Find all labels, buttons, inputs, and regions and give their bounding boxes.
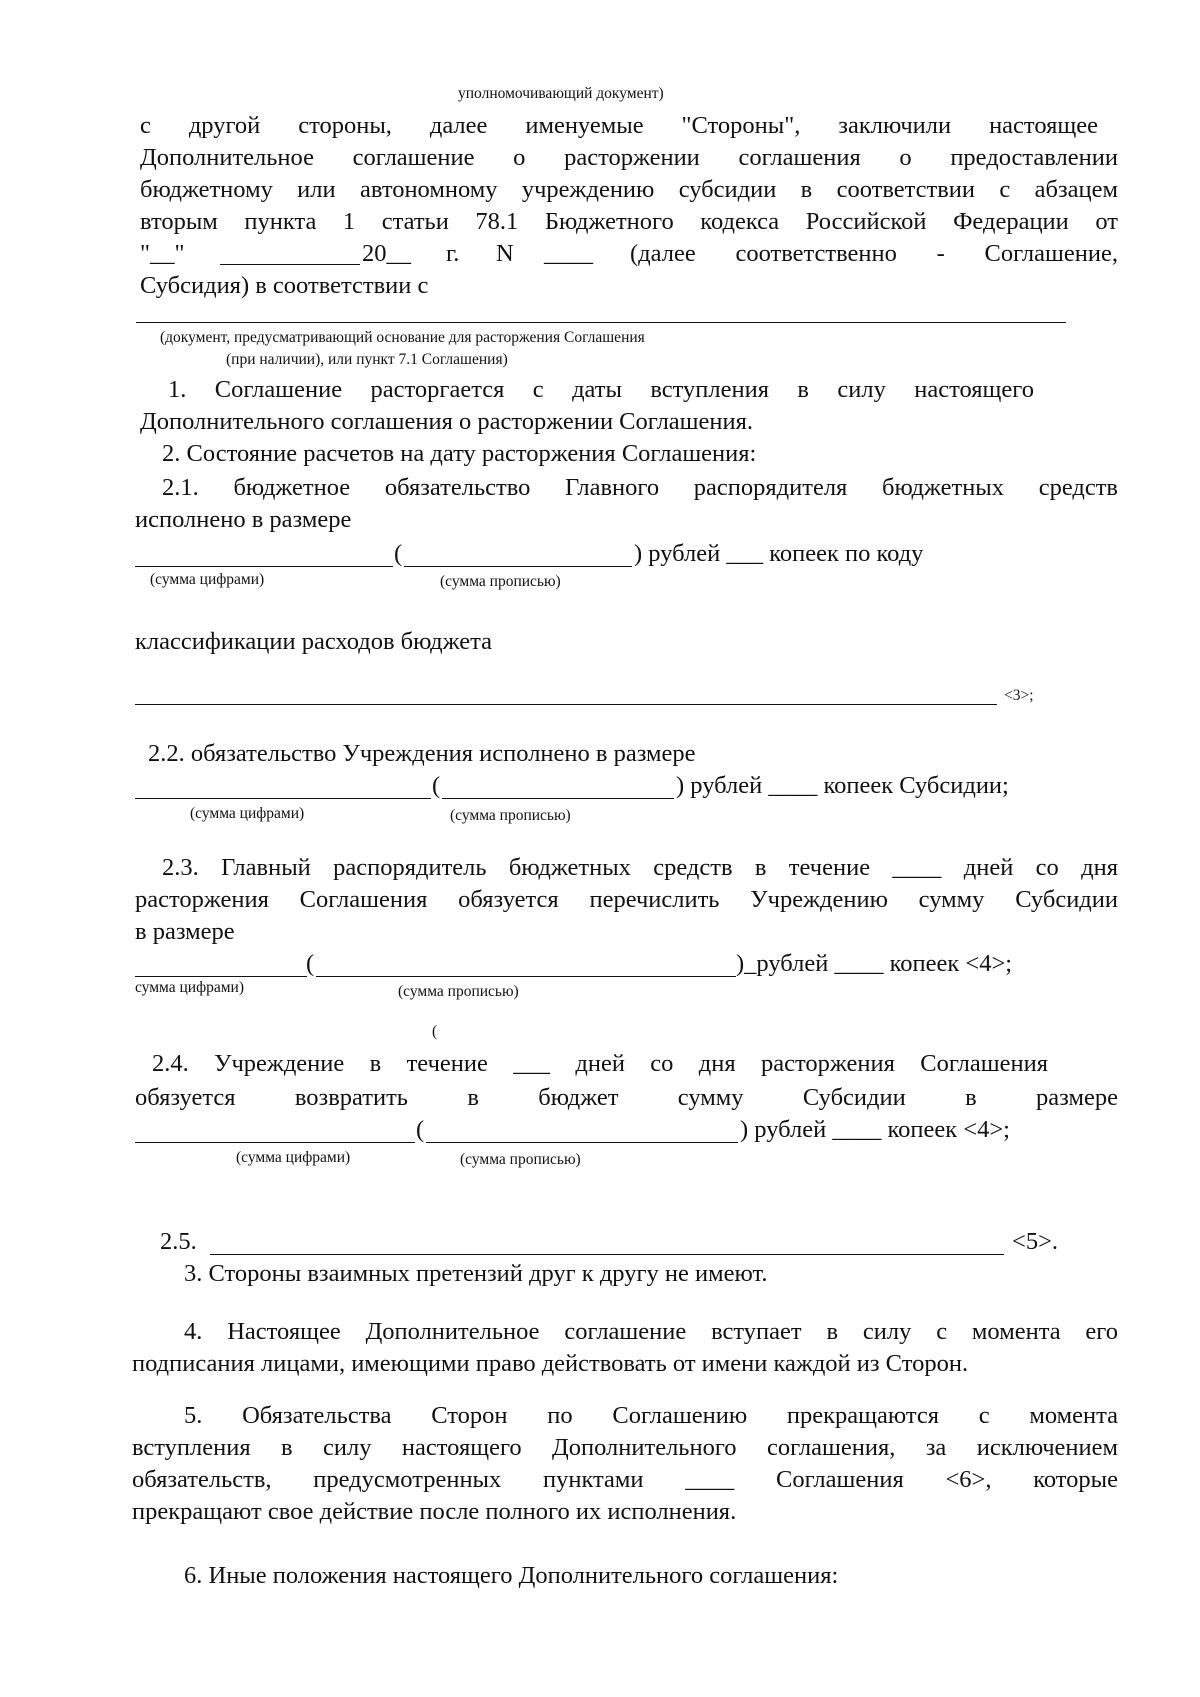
- item-2-3-open-paren: (: [306, 950, 315, 977]
- item-2-3-note-words: (сумма прописью): [398, 983, 519, 1000]
- intro-line-3: бюджетному или автономному учреждению субсидии в соответствии с абзацем: [140, 176, 1118, 203]
- item-2-4-line-2: обязуется возвратить в бюджет сумму Субсидии в размере: [135, 1084, 1118, 1111]
- intro-line-5-tail: (далее соответственно - Соглашение,: [630, 240, 1118, 267]
- item-2-4-tail: ) рублей ____ копеек <4>;: [740, 1116, 1010, 1143]
- intro-n: N: [496, 240, 514, 267]
- item-2-1-words-line: [404, 566, 632, 567]
- item-1-line-1: 1. Соглашение расторгается с даты вступления в силу настоящего: [168, 376, 1034, 403]
- stray-mark: (: [432, 1023, 438, 1040]
- item-2-2-note-digits: (сумма цифрами): [190, 805, 305, 822]
- item-2-4-words-line: [426, 1142, 738, 1143]
- item-2-1-note-digits: (сумма цифрами): [150, 571, 265, 588]
- item-2-1-digits-line: [135, 566, 393, 567]
- intro-line-6: Субсидия) в соответствии с: [140, 272, 429, 299]
- item-2-2-words-line: [442, 798, 674, 799]
- item-2-5-number: 2.5.: [160, 1228, 197, 1255]
- intro-date-quote: "__": [140, 240, 185, 267]
- item-1-line-2: Дополнительного соглашения о расторжении Соглашения.: [140, 408, 754, 435]
- item-5-line-1: 5. Обязательства Сторон по Соглашению прекращаются с момента: [184, 1402, 1118, 1429]
- item-5-line-3: обязательств, предусмотренных пунктами ____ Соглашения <6>, которые: [132, 1466, 1118, 1493]
- item-2-3-line-1: 2.3. Главный распорядитель бюджетных средств в течение ____ дней со дня: [162, 854, 1118, 881]
- intro-line-4: вторым пункта 1 статьи 78.1 Бюджетного кодекса Российской Федерации от: [140, 208, 1118, 235]
- intro-number-blank: ____: [544, 240, 593, 267]
- item-2-3-tail: )_рублей ____ копеек <4>;: [736, 950, 1013, 977]
- basis-blank-line: [136, 322, 1066, 323]
- item-2-5-line: [210, 1254, 1004, 1255]
- item-2-2-tail: ) рублей ____ копеек Субсидии;: [676, 772, 1009, 799]
- item-2-1-line-1: 2.1. бюджетное обязательство Главного распорядителя бюджетных средств: [162, 474, 1118, 501]
- item-2-1-line-4: классификации расходов бюджета: [135, 628, 493, 655]
- item-2-1-note-words: (сумма прописью): [440, 573, 561, 590]
- item-2-1-open-paren: (: [394, 540, 403, 567]
- item-2-4-note-words: (сумма прописью): [460, 1151, 581, 1168]
- item-2-2-note-words: (сумма прописью): [450, 807, 571, 824]
- item-2-4-line-1: 2.4. Учреждение в течение ___ дней со дня расторжения Соглашения: [152, 1050, 1048, 1077]
- item-2-5-ref: <5>.: [1012, 1228, 1059, 1255]
- item-4-line-1: 4. Настоящее Дополнительное соглашение вступает в силу с момента его: [184, 1318, 1118, 1345]
- intro-line-2: Дополнительное соглашение о расторжении соглашения о предоставлении: [140, 144, 1118, 171]
- basis-note-2: (при наличии), или пункт 7.1 Соглашения): [226, 351, 508, 368]
- intro-year: 20__: [362, 240, 411, 267]
- item-2-1-line-2: исполнено в размере: [135, 506, 352, 533]
- item-5-line-4: прекращают свое действие после полного их исполнения.: [132, 1498, 737, 1525]
- item-2-1-tail: ) рублей ___ копеек по коду: [634, 540, 924, 567]
- item-2-4-open-paren: (: [416, 1116, 425, 1143]
- item-2-1-ref: <3>;: [1004, 687, 1034, 704]
- intro-line-1: с другой стороны, далее именуемые "Стороны", заключили настоящее: [140, 112, 1098, 139]
- basis-note-1: (документ, предусматривающий основание для расторжения Соглашения: [160, 329, 645, 346]
- item-2: 2. Состояние расчетов на дату расторжения Соглашения:: [162, 440, 757, 467]
- item-6: 6. Иные положения настоящего Дополнительного соглашения:: [184, 1562, 839, 1589]
- item-2-3-note-digits: сумма цифрами): [135, 979, 245, 996]
- item-3: 3. Стороны взаимных претензий друг к другу не имеют.: [184, 1260, 768, 1287]
- item-2-3-line-3: в размере: [135, 918, 235, 945]
- intro-g: г.: [446, 240, 460, 267]
- item-2-2-open-paren: (: [432, 772, 441, 799]
- item-2-4-digits-line: [135, 1142, 415, 1143]
- item-2-1-code-line: [135, 704, 997, 705]
- date-blank-line: [220, 264, 360, 265]
- item-2-4-note-digits: (сумма цифрами): [236, 1149, 351, 1166]
- header-note: уполномочивающий документ): [458, 85, 664, 102]
- item-2-3-digits-line: [135, 976, 307, 977]
- item-4-line-2: подписания лицами, имеющими право действовать от имени каждой из Сторон.: [132, 1350, 969, 1377]
- item-2-3-line-2: расторжения Соглашения обязуется перечислить Учреждению сумму Субсидии: [135, 886, 1118, 913]
- item-2-2-line-1: 2.2. обязательство Учреждения исполнено в размере: [148, 740, 696, 767]
- item-2-2-digits-line: [135, 798, 431, 799]
- item-5-line-2: вступления в силу настоящего Дополнительного соглашения, за исключением: [132, 1434, 1118, 1461]
- item-2-3-words-line: [316, 976, 736, 977]
